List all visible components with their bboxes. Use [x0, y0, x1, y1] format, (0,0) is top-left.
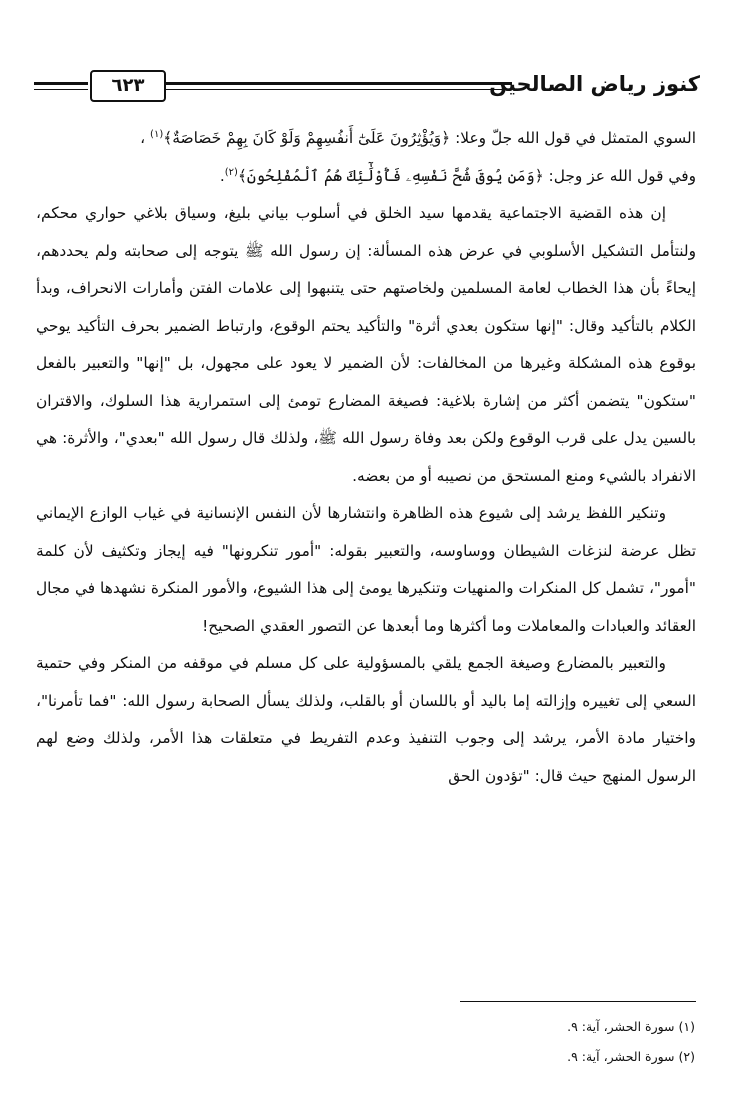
header-rule-left: [34, 82, 88, 85]
footnote-ref-1: (١): [150, 128, 164, 140]
footnotes: [295, 1012, 695, 1072]
book-title: كنوز رياض الصالحين: [489, 72, 700, 96]
header-rule-right-thin: [164, 89, 512, 90]
quran-verse-2: ﴿وَمَن يُوقَ شُحَّ نَفْسِهِۦ فَأُوْلَٰٓئِكَ هُمُ ٱلْمُفْلِحُونَ﴾: [237, 166, 544, 185]
page-header: [34, 64, 700, 110]
paragraph-3: والتعبير بالمضارع وصيغة الجمع يلقي بالمسؤولية على كل مسلم في موقفه من المنكر وفي حتمية السعي إلى تغييره وإزالته إما باليد أو باللسان أو بالقلب، ولذلك يسأل الصحابة رسول الله: "فما تأمرنا"، واختيار مادة الأمر، يرشد إلى وجوب التنفيذ وعدم التفريط في متعلقات هذا الأمر، ولذلك وضع لهم الرسول المنهج حيث قال: "تؤدون الحق: [36, 654, 696, 785]
footnote-2: (٢) سورة الحشر، آية: ٩.: [567, 1049, 695, 1064]
footnote-1: (١) سورة الحشر، آية: ٩.: [567, 1019, 695, 1034]
paragraph-2: وتنكير اللفظ يرشد إلى شيوع هذه الظاهرة وانتشارها لأن النفس الإنسانية في غياب الوازع الإيماني تظل عرضة لنزغات الشيطان ووساوسه، والتعبير بقوله: "أمور تنكرونها" فيه إيجاز وتكثيف لأن كلمة "أمور"، تشمل كل المنكرات والمنهيات وتنكيرها يومئ إلى هذا الشيوع، والأمور المنكرة نشهدها في مجال العقائد والعبادات والمعاملات وما أكثرها وما أبعدها عن التصور العقدي الصحيح!: [36, 504, 696, 635]
quran-verse-1: ﴿وَيُؤْثِرُونَ عَلَىٰٓ أَنفُسِهِمْ وَلَوْ كَانَ بِهِمْ خَصَاصَةٌ﴾: [163, 129, 451, 147]
verse-end-1: ،: [140, 129, 146, 147]
verse-line-2: [36, 158, 696, 196]
paragraph-1: إن هذه القضية الاجتماعية يقدمها سيد الخلق في أسلوب بياني بليغ، وسياق بلاغي حواري محكم، ولنتأمل التشكيل الأسلوبي في عرض هذه المسألة: إن رسول الله ﷺ يتوجه إلى صحابته ولم يحددهم، إيحاءً بأن هذا الخطاب لعامة المسلمين ولخاصتهم حتى يتنبهوا إلى علامات الفتن وأمارات الانحراف، وبدأ الكلام بالتأكيد وقال: "إنها ستكون بعدي أثرة" والتأكيد يحتم الوقوع، وارتباط الضمير بحرف التأكيد يوحي بوقوع هذه المشكلة وغيرها من المخالفات: لأن الضمير لا يعود على مجهول، بل "إنها" والتعبير بالفعل "ستكون" يتضمن أكثر من إشارة بلاغية: فصيغة المضارع تومئ إلى استمرارية هذا السلوك، والاقتران بالسين يدل على قرب الوقوع ولكن بعد وفاة رسول الله ﷺ، ولذلك قال رسول الله "بعدي"، والأثرة: هي الانفراد بالشيء ومنع المستحق من نصيبه أو من بعضه.: [36, 204, 696, 485]
footnote-separator: [460, 1001, 696, 1002]
verse-intro-1: السوي المتمثل في قول الله جلّ وعلا:: [450, 129, 696, 147]
page-body: [36, 120, 696, 795]
verse-intro-2: وفي قول الله عز وجل:: [543, 166, 696, 185]
footnote-ref-2: (٢): [224, 166, 238, 178]
page-number: ٦٢٣: [90, 70, 166, 102]
verse-end-2: .: [219, 166, 225, 185]
header-rule-left-thin: [34, 89, 88, 90]
header-rule-right: [164, 82, 512, 85]
verse-line-1: [36, 120, 696, 158]
